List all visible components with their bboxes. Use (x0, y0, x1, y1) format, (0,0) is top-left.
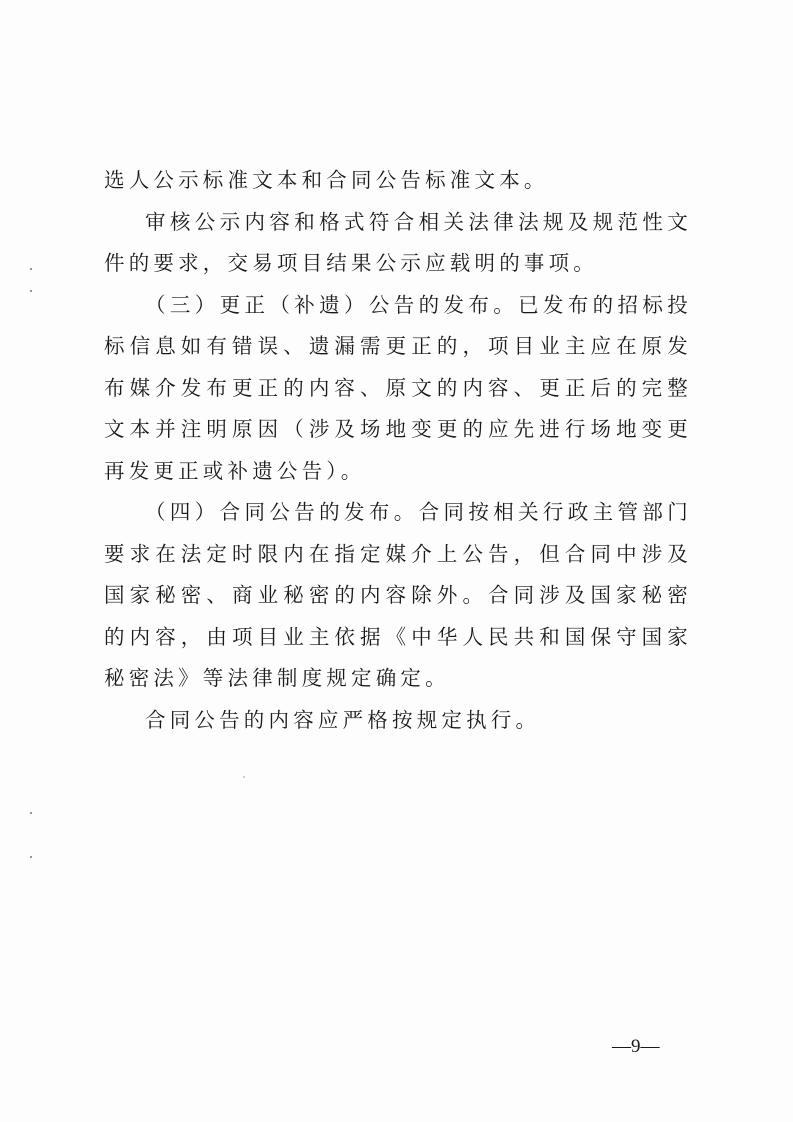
page-number: —9— (612, 1036, 660, 1057)
paragraph-contract-notice: （四）合同公告的发布。合同按相关行政主管部门要求在法定时限内在指定媒介上公告，但合同中涉及国家秘密、商业秘密的内容除外。合同涉及国家秘密的内容，由项目业主依据《中华人民共和国保守国家秘密法》等法律制度规定确定。 (104, 500, 692, 690)
scan-speck (30, 268, 32, 270)
paragraph-continuation: 选人公示标准文本和合同公告标准文本。 (104, 168, 549, 192)
scan-speck (243, 776, 245, 778)
paragraph-review-requirements: 审核公示内容和格式符合相关法律法规及规范性文件的要求，交易项目结果公示应载明的事项。 (104, 209, 692, 275)
scan-speck (30, 290, 32, 292)
paragraph-contract-content: 合同公告的内容应严格按规定执行。 (145, 707, 541, 732)
document-body (104, 160, 692, 741)
paragraph-correction-notice: （三）更正（补遗）公告的发布。已发布的招标投标信息如有错误、遗漏需更正的，项目业主应在原发布媒介发布更正的内容、原文的内容、更正后的完整文本并注明原因（涉及场地变更的应先进行场地变更再发更正或补遗公告）。 (104, 292, 692, 483)
scan-speck (30, 856, 32, 858)
scan-speck (30, 812, 32, 814)
